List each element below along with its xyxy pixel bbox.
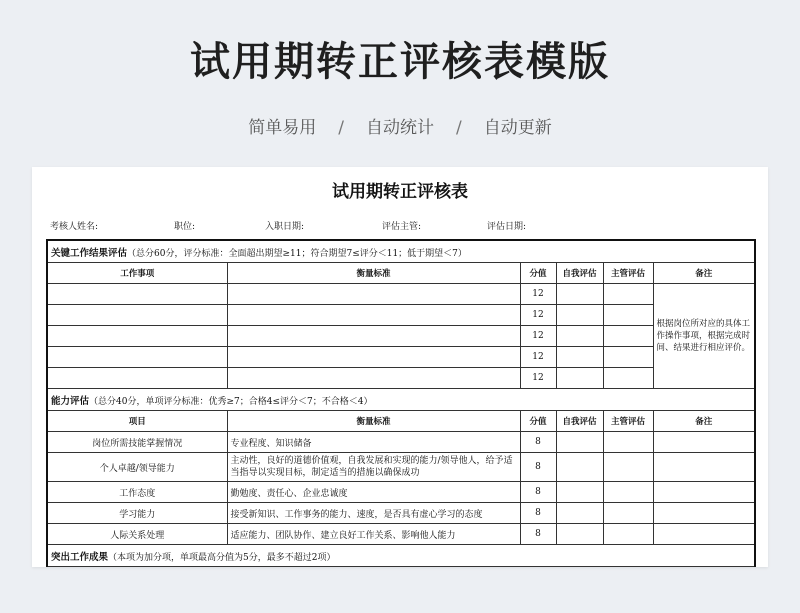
self-eval-cell[interactable]	[556, 347, 603, 368]
table-row	[47, 284, 755, 305]
col-header: 备注	[653, 411, 755, 432]
score-cell: 8	[520, 432, 556, 453]
separator: /	[338, 118, 344, 138]
score-cell: 8	[520, 453, 556, 482]
remark-cell[interactable]	[653, 453, 755, 482]
section1-title: 关键工作结果评估	[51, 247, 128, 259]
table-header-row	[47, 411, 755, 432]
feature-easy: 简单易用	[248, 118, 317, 138]
remark-cell[interactable]	[653, 524, 755, 545]
self-eval-cell[interactable]	[556, 432, 603, 453]
col-header: 备注	[653, 263, 755, 284]
section3-desc: （本项为加分项，单项最高分值为5分，最多不超过2项）	[108, 552, 336, 563]
table-row	[47, 326, 755, 347]
self-eval-cell[interactable]	[556, 368, 603, 389]
table-row	[47, 368, 755, 389]
item-cell: 岗位所需技能掌握情况	[47, 432, 227, 453]
remark-cell: 根据岗位所对应的具体工作操作事项，根据完成时间、结果进行相应评价。	[653, 284, 755, 389]
score-cell: 8	[520, 482, 556, 503]
work-item-cell[interactable]	[47, 368, 227, 389]
table-row	[47, 305, 755, 326]
score-cell: 8	[520, 503, 556, 524]
score-cell: 12	[520, 347, 556, 368]
criteria-cell[interactable]	[227, 347, 520, 368]
col-header: 衡量标准	[227, 263, 520, 284]
table-row	[47, 524, 755, 545]
score-cell: 12	[520, 284, 556, 305]
feature-auto-update: 自动更新	[483, 118, 552, 138]
remark-cell[interactable]	[653, 432, 755, 453]
section2-desc: （总分40分，单项评分标准：优秀≥7；合格4≤评分＜7；不合格＜4）	[89, 396, 373, 407]
self-eval-cell[interactable]	[556, 284, 603, 305]
remark-cell[interactable]	[653, 482, 755, 503]
self-eval-cell[interactable]	[556, 503, 603, 524]
criteria-cell: 接受新知识、工作事务的能力、速度，是否具有虚心学习的态度	[227, 503, 520, 524]
table-row	[47, 453, 755, 482]
remark-cell[interactable]	[653, 503, 755, 524]
manager-eval-cell[interactable]	[603, 305, 653, 326]
col-header: 自我评估	[556, 263, 603, 284]
item-cell: 工作态度	[47, 482, 227, 503]
feature-auto-stat: 自动统计	[366, 118, 434, 138]
table-header-row	[47, 263, 755, 284]
score-cell: 12	[520, 326, 556, 347]
table-row	[47, 432, 755, 453]
feature-tagline	[0, 113, 800, 138]
self-eval-cell[interactable]	[556, 524, 603, 545]
col-header: 自我评估	[556, 411, 603, 432]
meta-position: 职位:	[174, 222, 196, 232]
col-header: 分值	[520, 263, 556, 284]
work-item-cell[interactable]	[47, 305, 227, 326]
manager-eval-cell[interactable]	[603, 432, 653, 453]
table-row	[47, 482, 755, 503]
self-eval-cell[interactable]	[556, 453, 603, 482]
col-header: 主管评估	[603, 411, 653, 432]
self-eval-cell[interactable]	[556, 305, 603, 326]
score-cell: 12	[520, 368, 556, 389]
sheet-title: 试用期转正评核表	[332, 182, 468, 202]
item-cell: 人际关系处理	[47, 524, 227, 545]
criteria-cell: 专业程度、知识储备	[227, 432, 520, 453]
section1-desc: （总分60分，评分标准：全面超出期望≥11；符合期望7≤评分＜11；低于期望＜7）	[127, 248, 467, 259]
manager-eval-cell[interactable]	[603, 347, 653, 368]
manager-eval-cell[interactable]	[603, 482, 653, 503]
work-item-cell[interactable]	[47, 326, 227, 347]
section-header	[47, 389, 755, 411]
criteria-cell[interactable]	[227, 368, 520, 389]
criteria-cell: 主动性，良好的道德价值观，自我发展和实现的能力/领导他人，给予适当指导以实现目标，制定适当的措施以确保成功	[227, 453, 520, 482]
item-cell: 个人卓越/领导能力	[47, 453, 227, 482]
criteria-cell[interactable]	[227, 305, 520, 326]
section-header	[47, 240, 755, 263]
self-eval-cell[interactable]	[556, 326, 603, 347]
separator: /	[456, 118, 462, 138]
section3-title: 突出工作成果	[51, 551, 109, 563]
item-cell: 学习能力	[47, 503, 227, 524]
meta-hire-date: 入职日期:	[265, 222, 305, 232]
criteria-cell: 勤勉度、责任心、企业忠诚度	[227, 482, 520, 503]
manager-eval-cell[interactable]	[603, 453, 653, 482]
criteria-cell: 适应能力、团队协作、建立良好工作关系、影响他人能力	[227, 524, 520, 545]
manager-eval-cell[interactable]	[603, 284, 653, 305]
section2-title: 能力评估	[51, 395, 90, 407]
evaluation-table	[46, 239, 756, 567]
col-header: 工作事项	[47, 263, 227, 284]
manager-eval-cell[interactable]	[603, 326, 653, 347]
meta-supervisor: 评估主管:	[382, 222, 422, 232]
criteria-cell[interactable]	[227, 326, 520, 347]
table-row	[47, 347, 755, 368]
manager-eval-cell[interactable]	[603, 503, 653, 524]
col-header: 项目	[47, 411, 227, 432]
self-eval-cell[interactable]	[556, 482, 603, 503]
table-row	[47, 503, 755, 524]
col-header: 衡量标准	[227, 411, 520, 432]
meta-review-date: 评估日期:	[487, 222, 527, 232]
manager-eval-cell[interactable]	[603, 524, 653, 545]
manager-eval-cell[interactable]	[603, 368, 653, 389]
work-item-cell[interactable]	[47, 347, 227, 368]
section-header	[47, 545, 755, 567]
document-preview	[32, 167, 768, 567]
col-header: 分值	[520, 411, 556, 432]
score-cell: 12	[520, 305, 556, 326]
col-header: 主管评估	[603, 263, 653, 284]
page-title: 试用期转正评核表模版	[190, 39, 610, 85]
meta-reviewee: 考核人姓名:	[50, 222, 99, 232]
score-cell: 8	[520, 524, 556, 545]
criteria-cell[interactable]	[227, 284, 520, 305]
work-item-cell[interactable]	[47, 284, 227, 305]
